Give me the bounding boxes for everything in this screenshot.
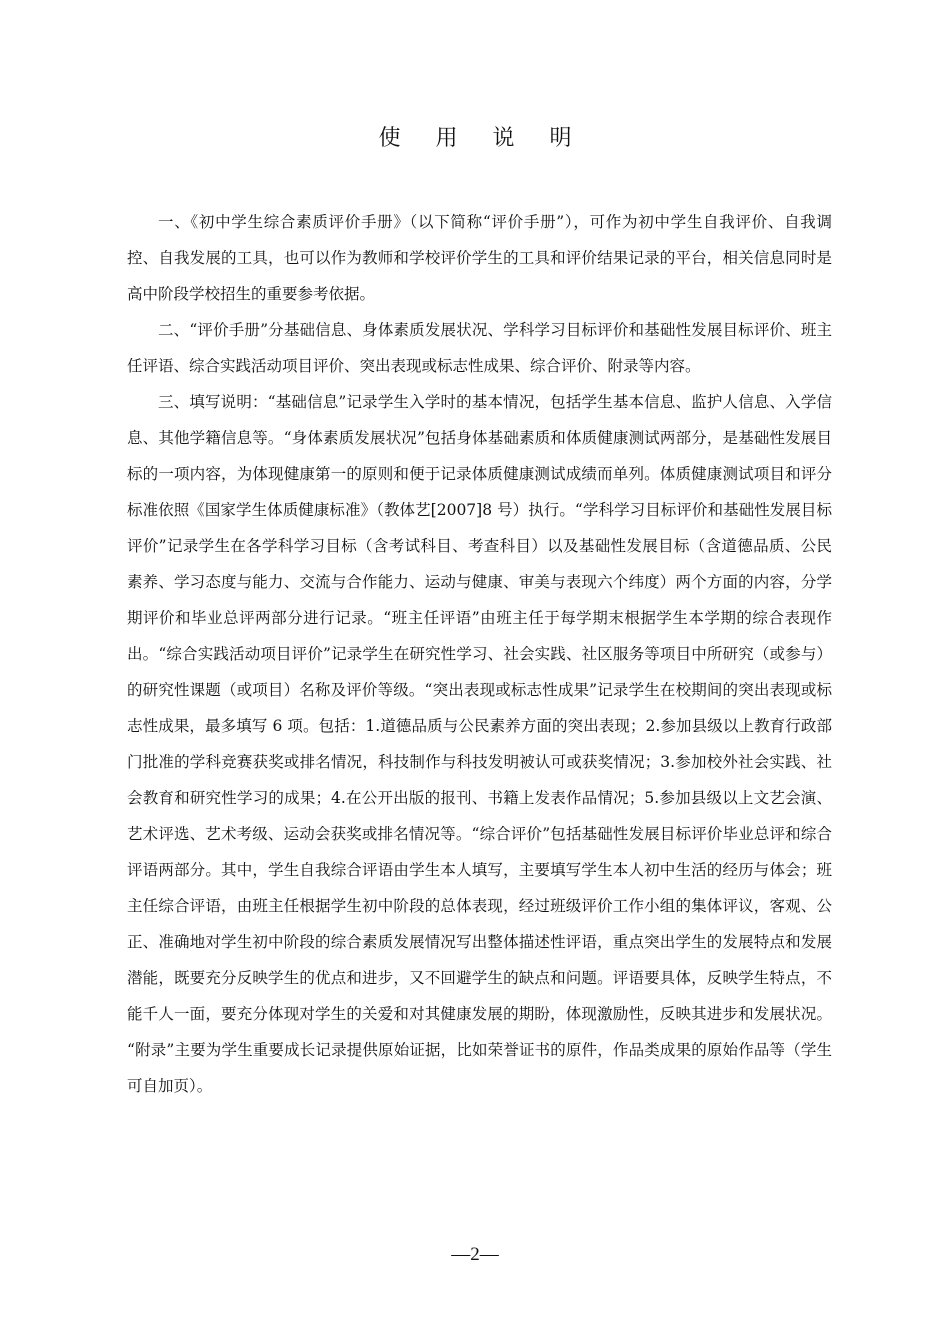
paragraph-3: 三、填写说明：“基础信息”记录学生入学时的基本情况，包括学生基本信息、监护人信息、入学信息、其他学籍信息等。“身体素质发展状况”包括身体基础素质和体质健康测试两部分，是基础性发展目标的一项内容，为体现健康第一的原则和便于记录体质健康测试成绩而单列。体质健康测试项目和评分标准依照《国家学生体质健康标准》（教体艺[2007]8 号）执行。“学科学习目标评价和基础性发展目标评价”记录学生在各学科学习目标（含考试科目、考查科目）以及基础性发展目标（含道德品质、公民素养、学习态度与能力、交流与合作能力、运动与健康、审美与表现六个纬度）两个方面的内容，分学期评价和毕业总评两部分进行记录。“班主任评语”由班主任于每学期末根据学生本学期的综合表现作出。“综合实践活动项目评价”记录学生在研究性学习、社会实践、社区服务等项目中所研究（或参与）的研究性课题（或项目）名称及评价等级。“突出表现或标志性成果”记录学生在校期间的突出表现或标志性成果，最多填写 6 项。包括：1.道德品质与公民素养方面的突出表现；2.参加县级以上教育行政部门批准的学科竞赛获奖或排名情况，科技制作与科技发明被认可或获奖情况；3.参加校外社会实践、社会教育和研究性学习的成果；4.在公开出版的报刊、书籍上发表作品情况；5.参加县级以上文艺会演、艺术评选、艺术考级、运动会获奖或排名情况等。“综合评价”包括基础性发展目标评价毕业总评和综合评语两部分。其中，学生自我综合评语由学生本人填写，主要填写学生本人初中生活的经历与体会；班主任综合评语，由班主任根据学生初中阶段的总体表现，经过班级评价工作小组的集体评议，客观、公正、准确地对学生初中阶段的综合素质发展情况写出整体描述性评语，重点突出学生的发展特点和发展潜能，既要充分反映学生的优点和进步，又不回避学生的缺点和问题。评语要具体，反映学生特点，不能千人一面，要充分体现对学生的关爱和对其健康发展的期盼，体现激励性，反映其进步和发展状况。 “附录”主要为学生重要成长记录提供原始证据，比如荣誉证书的原件，作品类成果的原始作品等（学生可自加页）。: [127, 393, 832, 1095]
paragraph-1: 一、《初中学生综合素质评价手册》（以下简称“评价手册”），可作为初中学生自我评价、自我调控、自我发展的工具，也可以作为教师和学校评价学生的工具和评价结果记录的平台，相关信息同时是高中阶段学校招生的重要参考依据。: [127, 213, 832, 303]
page-title: 使 用 说 明: [378, 126, 586, 151]
paragraph-2: 二、“评价手册”分基础信息、身体素质发展状况、学科学习目标评价和基础性发展目标评价、班主任评语、综合实践活动项目评价、突出表现或标志性成果、综合评价、附录等内容。: [127, 321, 832, 375]
document-body: [127, 204, 832, 1104]
page-number: —2—: [451, 1244, 499, 1265]
